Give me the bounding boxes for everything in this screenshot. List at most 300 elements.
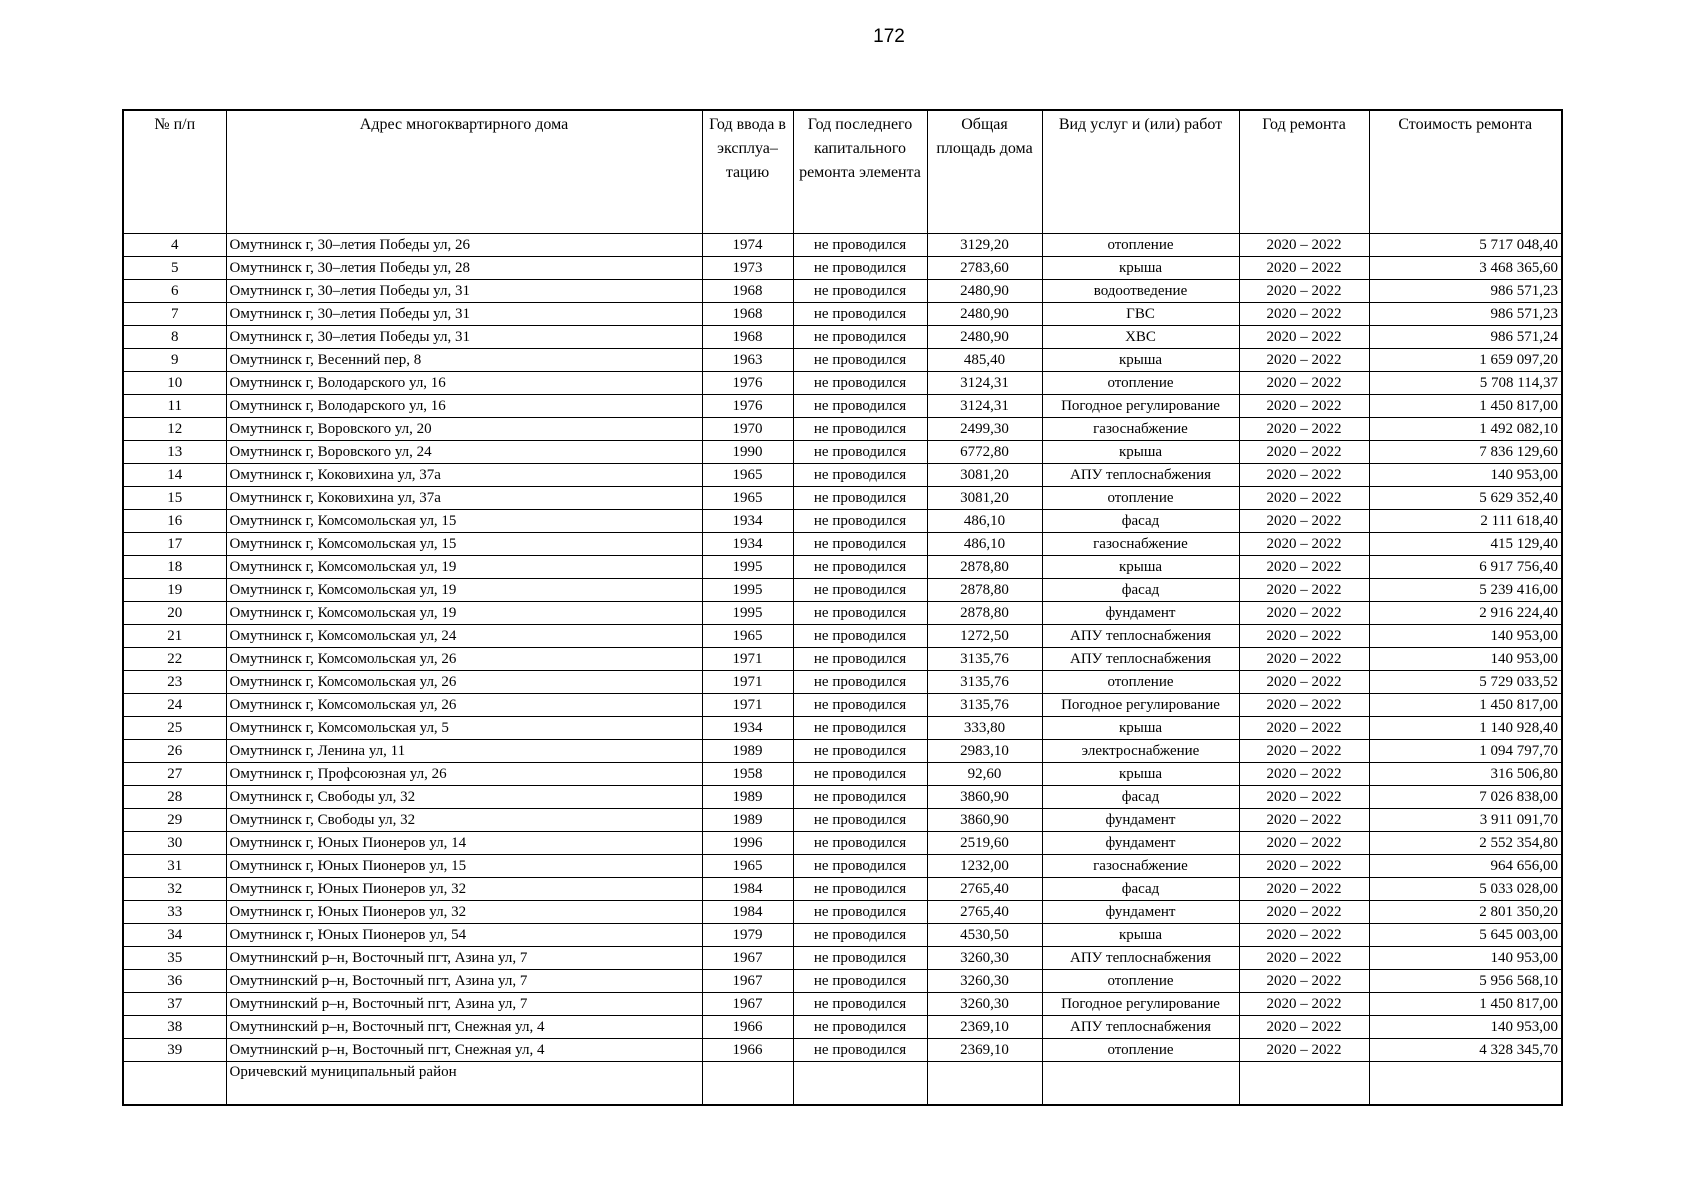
cell-cost: 3 468 365,60 [1369, 257, 1562, 280]
cell-work-type: АПУ теплоснабжения [1042, 947, 1239, 970]
cell-area: 3260,30 [927, 993, 1042, 1016]
cell-repair-year: 2020 – 2022 [1239, 625, 1369, 648]
cell-repair-year: 2020 – 2022 [1239, 464, 1369, 487]
cell-work-type: отопление [1042, 1039, 1239, 1062]
cell-row-number: 9 [123, 349, 226, 372]
cell-cost: 964 656,00 [1369, 855, 1562, 878]
cell-cost: 140 953,00 [1369, 947, 1562, 970]
cell-cost: 5 717 048,40 [1369, 234, 1562, 257]
cell-address: Омутнинск г, Юных Пионеров ул, 14 [226, 832, 702, 855]
cell-year-built: 1989 [702, 809, 793, 832]
cell-area: 3135,76 [927, 648, 1042, 671]
cell-last-repair: не проводился [793, 694, 927, 717]
empty-cell [1239, 1062, 1369, 1106]
cell-address: Омутнинск г, 30–летия Победы ул, 28 [226, 257, 702, 280]
cell-repair-year: 2020 – 2022 [1239, 970, 1369, 993]
table-row [123, 970, 1562, 993]
cell-work-type: АПУ теплоснабжения [1042, 648, 1239, 671]
cell-area: 3135,76 [927, 694, 1042, 717]
cell-address: Омутнинск г, Свободы ул, 32 [226, 809, 702, 832]
cell-address: Омутнинск г, 30–летия Победы ул, 31 [226, 280, 702, 303]
cell-work-type: крыша [1042, 924, 1239, 947]
cell-cost: 415 129,40 [1369, 533, 1562, 556]
cell-row-number: 26 [123, 740, 226, 763]
cell-last-repair: не проводился [793, 763, 927, 786]
cell-cost: 5 956 568,10 [1369, 970, 1562, 993]
cell-work-type: фундамент [1042, 832, 1239, 855]
table-body [123, 234, 1562, 1106]
cell-cost: 986 571,23 [1369, 303, 1562, 326]
table-row [123, 832, 1562, 855]
empty-cell [1042, 1062, 1239, 1106]
cell-year-built: 1984 [702, 878, 793, 901]
cell-cost: 5 629 352,40 [1369, 487, 1562, 510]
cell-last-repair: не проводился [793, 280, 927, 303]
cell-area: 4530,50 [927, 924, 1042, 947]
table-row [123, 901, 1562, 924]
cell-area: 92,60 [927, 763, 1042, 786]
cell-row-number: 16 [123, 510, 226, 533]
cell-repair-year: 2020 – 2022 [1239, 257, 1369, 280]
cell-address: Омутнинск г, Весенний пер, 8 [226, 349, 702, 372]
cell-address: Омутнинск г, Юных Пионеров ул, 32 [226, 901, 702, 924]
cell-year-built: 1971 [702, 671, 793, 694]
cell-last-repair: не проводился [793, 625, 927, 648]
cell-area: 333,80 [927, 717, 1042, 740]
table-row [123, 671, 1562, 694]
cell-address: Омутнинск г, Воровского ул, 20 [226, 418, 702, 441]
empty-cell [123, 1062, 226, 1106]
cell-address: Омутнинск г, Ленина ул, 11 [226, 740, 702, 763]
cell-work-type: электроснабжение [1042, 740, 1239, 763]
cell-last-repair: не проводился [793, 602, 927, 625]
cell-repair-year: 2020 – 2022 [1239, 487, 1369, 510]
table-row [123, 809, 1562, 832]
cell-cost: 140 953,00 [1369, 625, 1562, 648]
cell-address: Омутнинск г, Комсомольская ул, 19 [226, 602, 702, 625]
cell-address: Омутнинск г, Профсоюзная ул, 26 [226, 763, 702, 786]
cell-repair-year: 2020 – 2022 [1239, 1039, 1369, 1062]
cell-year-built: 1976 [702, 395, 793, 418]
table-row [123, 533, 1562, 556]
cell-year-built: 1965 [702, 487, 793, 510]
cell-year-built: 1976 [702, 372, 793, 395]
cell-address: Омутнинский р–н, Восточный пгт, Снежная ул, 4 [226, 1016, 702, 1039]
cell-repair-year: 2020 – 2022 [1239, 395, 1369, 418]
table-row [123, 1016, 1562, 1039]
header-address: Адрес многоквартирного дома [226, 110, 702, 234]
cell-last-repair: не проводился [793, 234, 927, 257]
cell-year-built: 1996 [702, 832, 793, 855]
cell-row-number: 13 [123, 441, 226, 464]
cell-cost: 5 033 028,00 [1369, 878, 1562, 901]
cell-last-repair: не проводился [793, 372, 927, 395]
cell-address: Омутнинск г, Юных Пионеров ул, 54 [226, 924, 702, 947]
table-row [123, 878, 1562, 901]
cell-repair-year: 2020 – 2022 [1239, 763, 1369, 786]
cell-repair-year: 2020 – 2022 [1239, 648, 1369, 671]
cell-repair-year: 2020 – 2022 [1239, 786, 1369, 809]
cell-row-number: 20 [123, 602, 226, 625]
cell-address: Омутнинск г, Комсомольская ул, 15 [226, 510, 702, 533]
cell-row-number: 37 [123, 993, 226, 1016]
cell-repair-year: 2020 – 2022 [1239, 441, 1369, 464]
header-number: № п/п [123, 110, 226, 234]
cell-repair-year: 2020 – 2022 [1239, 418, 1369, 441]
cell-row-number: 18 [123, 556, 226, 579]
cell-row-number: 10 [123, 372, 226, 395]
cell-cost: 316 506,80 [1369, 763, 1562, 786]
cell-repair-year: 2020 – 2022 [1239, 832, 1369, 855]
cell-cost: 140 953,00 [1369, 464, 1562, 487]
cell-cost: 1 492 082,10 [1369, 418, 1562, 441]
cell-cost: 2 552 354,80 [1369, 832, 1562, 855]
cell-cost: 986 571,24 [1369, 326, 1562, 349]
cell-address: Омутнинск г, Комсомольская ул, 5 [226, 717, 702, 740]
cell-address: Омутнинск г, Комсомольская ул, 24 [226, 625, 702, 648]
cell-address: Омутнинск г, Комсомольская ул, 26 [226, 694, 702, 717]
cell-last-repair: не проводился [793, 510, 927, 533]
cell-year-built: 1995 [702, 602, 793, 625]
empty-cell [927, 1062, 1042, 1106]
cell-area: 3124,31 [927, 372, 1042, 395]
cell-row-number: 34 [123, 924, 226, 947]
cell-row-number: 29 [123, 809, 226, 832]
cell-repair-year: 2020 – 2022 [1239, 855, 1369, 878]
cell-address: Омутнинск г, Володарского ул, 16 [226, 395, 702, 418]
table-row [123, 280, 1562, 303]
cell-address: Омутнинск г, Коковихина ул, 37а [226, 487, 702, 510]
table-row [123, 372, 1562, 395]
cell-repair-year: 2020 – 2022 [1239, 533, 1369, 556]
cell-row-number: 27 [123, 763, 226, 786]
cell-area: 2499,30 [927, 418, 1042, 441]
cell-area: 3081,20 [927, 487, 1042, 510]
cell-work-type: отопление [1042, 970, 1239, 993]
cell-address: Омутнинск г, Комсомольская ул, 19 [226, 579, 702, 602]
cell-row-number: 5 [123, 257, 226, 280]
cell-last-repair: не проводился [793, 832, 927, 855]
cell-row-number: 36 [123, 970, 226, 993]
cell-address: Омутнинск г, Свободы ул, 32 [226, 786, 702, 809]
cell-address: Омутнинск г, Комсомольская ул, 26 [226, 671, 702, 694]
cell-repair-year: 2020 – 2022 [1239, 671, 1369, 694]
cell-year-built: 1995 [702, 579, 793, 602]
cell-year-built: 1974 [702, 234, 793, 257]
table-row [123, 993, 1562, 1016]
cell-area: 2783,60 [927, 257, 1042, 280]
cell-last-repair: не проводился [793, 303, 927, 326]
cell-row-number: 6 [123, 280, 226, 303]
cell-area: 486,10 [927, 510, 1042, 533]
cell-area: 2519,60 [927, 832, 1042, 855]
cell-year-built: 1934 [702, 533, 793, 556]
cell-repair-year: 2020 – 2022 [1239, 993, 1369, 1016]
cell-row-number: 39 [123, 1039, 226, 1062]
cell-cost: 2 916 224,40 [1369, 602, 1562, 625]
cell-area: 3135,76 [927, 671, 1042, 694]
cell-last-repair: не проводился [793, 1016, 927, 1039]
cell-area: 2480,90 [927, 303, 1042, 326]
cell-cost: 986 571,23 [1369, 280, 1562, 303]
cell-repair-year: 2020 – 2022 [1239, 280, 1369, 303]
cell-work-type: АПУ теплоснабжения [1042, 625, 1239, 648]
cell-year-built: 1968 [702, 280, 793, 303]
cell-work-type: Погодное регулирование [1042, 395, 1239, 418]
cell-last-repair: не проводился [793, 786, 927, 809]
table-row [123, 418, 1562, 441]
cell-area: 486,10 [927, 533, 1042, 556]
cell-year-built: 1984 [702, 901, 793, 924]
repair-table [122, 109, 1563, 1106]
cell-year-built: 1966 [702, 1039, 793, 1062]
cell-year-built: 1963 [702, 349, 793, 372]
cell-work-type: АПУ теплоснабжения [1042, 1016, 1239, 1039]
cell-work-type: фасад [1042, 579, 1239, 602]
cell-area: 2765,40 [927, 878, 1042, 901]
cell-last-repair: не проводился [793, 970, 927, 993]
cell-cost: 1 659 097,20 [1369, 349, 1562, 372]
cell-year-built: 1970 [702, 418, 793, 441]
cell-work-type: АПУ теплоснабжения [1042, 464, 1239, 487]
cell-row-number: 19 [123, 579, 226, 602]
table-row [123, 257, 1562, 280]
table-row [123, 602, 1562, 625]
cell-address: Омутнинск г, Коковихина ул, 37а [226, 464, 702, 487]
cell-last-repair: не проводился [793, 418, 927, 441]
cell-last-repair: не проводился [793, 947, 927, 970]
cell-work-type: отопление [1042, 487, 1239, 510]
cell-year-built: 1965 [702, 855, 793, 878]
cell-work-type: ГВС [1042, 303, 1239, 326]
cell-last-repair: не проводился [793, 349, 927, 372]
header-year-built: Год ввода в эксплуа– тацию [702, 110, 793, 234]
cell-year-built: 1971 [702, 648, 793, 671]
table-row [123, 924, 1562, 947]
cell-work-type: газоснабжение [1042, 418, 1239, 441]
cell-year-built: 1934 [702, 510, 793, 533]
cell-area: 1232,00 [927, 855, 1042, 878]
cell-cost: 5 729 033,52 [1369, 671, 1562, 694]
cell-year-built: 1990 [702, 441, 793, 464]
cell-row-number: 32 [123, 878, 226, 901]
cell-cost: 1 450 817,00 [1369, 395, 1562, 418]
cell-work-type: водоотведение [1042, 280, 1239, 303]
header-area: Общая площадь дома [927, 110, 1042, 234]
table-row [123, 556, 1562, 579]
cell-row-number: 12 [123, 418, 226, 441]
cell-last-repair: не проводился [793, 855, 927, 878]
cell-row-number: 7 [123, 303, 226, 326]
cell-last-repair: не проводился [793, 740, 927, 763]
cell-area: 2983,10 [927, 740, 1042, 763]
cell-row-number: 4 [123, 234, 226, 257]
cell-year-built: 1934 [702, 717, 793, 740]
cell-row-number: 30 [123, 832, 226, 855]
cell-work-type: Погодное регулирование [1042, 694, 1239, 717]
cell-cost: 5 239 416,00 [1369, 579, 1562, 602]
cell-cost: 4 328 345,70 [1369, 1039, 1562, 1062]
cell-address: Омутнинск г, Комсомольская ул, 26 [226, 648, 702, 671]
cell-repair-year: 2020 – 2022 [1239, 349, 1369, 372]
cell-last-repair: не проводился [793, 257, 927, 280]
cell-work-type: отопление [1042, 671, 1239, 694]
cell-work-type: фундамент [1042, 809, 1239, 832]
cell-last-repair: не проводился [793, 464, 927, 487]
cell-work-type: Погодное регулирование [1042, 993, 1239, 1016]
cell-year-built: 1968 [702, 326, 793, 349]
cell-work-type: ХВС [1042, 326, 1239, 349]
cell-work-type: фасад [1042, 878, 1239, 901]
cell-repair-year: 2020 – 2022 [1239, 947, 1369, 970]
cell-row-number: 21 [123, 625, 226, 648]
table-row [123, 694, 1562, 717]
cell-last-repair: не проводился [793, 648, 927, 671]
cell-address: Омутнинск г, 30–летия Победы ул, 31 [226, 326, 702, 349]
cell-work-type: крыша [1042, 257, 1239, 280]
cell-cost: 1 140 928,40 [1369, 717, 1562, 740]
cell-address: Омутнинский р–н, Восточный пгт, Азина ул, 7 [226, 993, 702, 1016]
cell-row-number: 22 [123, 648, 226, 671]
cell-row-number: 28 [123, 786, 226, 809]
table-row [123, 717, 1562, 740]
cell-repair-year: 2020 – 2022 [1239, 510, 1369, 533]
cell-cost: 2 111 618,40 [1369, 510, 1562, 533]
cell-area: 2878,80 [927, 556, 1042, 579]
cell-year-built: 1989 [702, 740, 793, 763]
cell-last-repair: не проводился [793, 533, 927, 556]
table-header-row [123, 110, 1562, 234]
cell-last-repair: не проводился [793, 395, 927, 418]
cell-work-type: крыша [1042, 349, 1239, 372]
cell-repair-year: 2020 – 2022 [1239, 234, 1369, 257]
cell-repair-year: 2020 – 2022 [1239, 372, 1369, 395]
cell-row-number: 15 [123, 487, 226, 510]
cell-area: 2369,10 [927, 1039, 1042, 1062]
cell-last-repair: не проводился [793, 809, 927, 832]
cell-last-repair: не проводился [793, 556, 927, 579]
cell-year-built: 1966 [702, 1016, 793, 1039]
cell-cost: 7 836 129,60 [1369, 441, 1562, 464]
cell-year-built: 1967 [702, 947, 793, 970]
cell-repair-year: 2020 – 2022 [1239, 740, 1369, 763]
cell-row-number: 8 [123, 326, 226, 349]
cell-repair-year: 2020 – 2022 [1239, 326, 1369, 349]
cell-repair-year: 2020 – 2022 [1239, 602, 1369, 625]
table-row [123, 303, 1562, 326]
cell-work-type: крыша [1042, 717, 1239, 740]
cell-work-type: газоснабжение [1042, 855, 1239, 878]
cell-last-repair: не проводился [793, 993, 927, 1016]
cell-year-built: 1971 [702, 694, 793, 717]
cell-repair-year: 2020 – 2022 [1239, 556, 1369, 579]
table-row [123, 510, 1562, 533]
table-row [123, 579, 1562, 602]
table-row [123, 947, 1562, 970]
cell-work-type: газоснабжение [1042, 533, 1239, 556]
cell-repair-year: 2020 – 2022 [1239, 303, 1369, 326]
cell-last-repair: не проводился [793, 717, 927, 740]
cell-area: 2878,80 [927, 579, 1042, 602]
cell-cost: 7 026 838,00 [1369, 786, 1562, 809]
cell-year-built: 1973 [702, 257, 793, 280]
cell-year-built: 1965 [702, 625, 793, 648]
cell-address: Омутнинск г, Комсомольская ул, 19 [226, 556, 702, 579]
header-last-repair: Год последнего капитального ремонта элемента [793, 110, 927, 234]
table-row [123, 349, 1562, 372]
table-row [123, 464, 1562, 487]
cell-address: Омутнинский р–н, Восточный пгт, Снежная ул, 4 [226, 1039, 702, 1062]
cell-cost: 6 917 756,40 [1369, 556, 1562, 579]
header-work-type: Вид услуг и (или) работ [1042, 110, 1239, 234]
cell-area: 2480,90 [927, 326, 1042, 349]
table-row [123, 234, 1562, 257]
table-row [123, 326, 1562, 349]
cell-last-repair: не проводился [793, 487, 927, 510]
cell-area: 1272,50 [927, 625, 1042, 648]
table-row [123, 487, 1562, 510]
header-cost: Стоимость ремонта [1369, 110, 1562, 234]
section-row [123, 1062, 1562, 1106]
cell-address: Омутнинский р–н, Восточный пгт, Азина ул, 7 [226, 970, 702, 993]
cell-work-type: фасад [1042, 786, 1239, 809]
cell-repair-year: 2020 – 2022 [1239, 878, 1369, 901]
cell-row-number: 35 [123, 947, 226, 970]
cell-last-repair: не проводился [793, 1039, 927, 1062]
cell-area: 2765,40 [927, 901, 1042, 924]
cell-year-built: 1989 [702, 786, 793, 809]
empty-cell [1369, 1062, 1562, 1106]
cell-address: Омутнинск г, 30–летия Победы ул, 31 [226, 303, 702, 326]
cell-row-number: 14 [123, 464, 226, 487]
cell-cost: 5 708 114,37 [1369, 372, 1562, 395]
cell-last-repair: не проводился [793, 878, 927, 901]
cell-work-type: крыша [1042, 441, 1239, 464]
cell-row-number: 25 [123, 717, 226, 740]
cell-work-type: фасад [1042, 510, 1239, 533]
cell-last-repair: не проводился [793, 671, 927, 694]
cell-row-number: 38 [123, 1016, 226, 1039]
cell-repair-year: 2020 – 2022 [1239, 901, 1369, 924]
cell-area: 3129,20 [927, 234, 1042, 257]
cell-area: 3860,90 [927, 786, 1042, 809]
cell-area: 3860,90 [927, 809, 1042, 832]
cell-cost: 1 450 817,00 [1369, 993, 1562, 1016]
cell-last-repair: не проводился [793, 901, 927, 924]
table-row [123, 855, 1562, 878]
cell-repair-year: 2020 – 2022 [1239, 579, 1369, 602]
cell-row-number: 11 [123, 395, 226, 418]
page-number: 172 [873, 26, 905, 47]
section-label: Оричевский муниципальный район [226, 1062, 702, 1106]
cell-address: Омутнинск г, Воровского ул, 24 [226, 441, 702, 464]
cell-work-type: крыша [1042, 556, 1239, 579]
cell-year-built: 1995 [702, 556, 793, 579]
cell-cost: 1 094 797,70 [1369, 740, 1562, 763]
cell-row-number: 31 [123, 855, 226, 878]
cell-address: Омутнинск г, Комсомольская ул, 15 [226, 533, 702, 556]
cell-area: 2369,10 [927, 1016, 1042, 1039]
cell-row-number: 33 [123, 901, 226, 924]
cell-address: Омутнинский р–н, Восточный пгт, Азина ул, 7 [226, 947, 702, 970]
empty-cell [793, 1062, 927, 1106]
cell-year-built: 1958 [702, 763, 793, 786]
cell-area: 2480,90 [927, 280, 1042, 303]
cell-area: 2878,80 [927, 602, 1042, 625]
cell-area: 3081,20 [927, 464, 1042, 487]
cell-cost: 5 645 003,00 [1369, 924, 1562, 947]
cell-area: 485,40 [927, 349, 1042, 372]
